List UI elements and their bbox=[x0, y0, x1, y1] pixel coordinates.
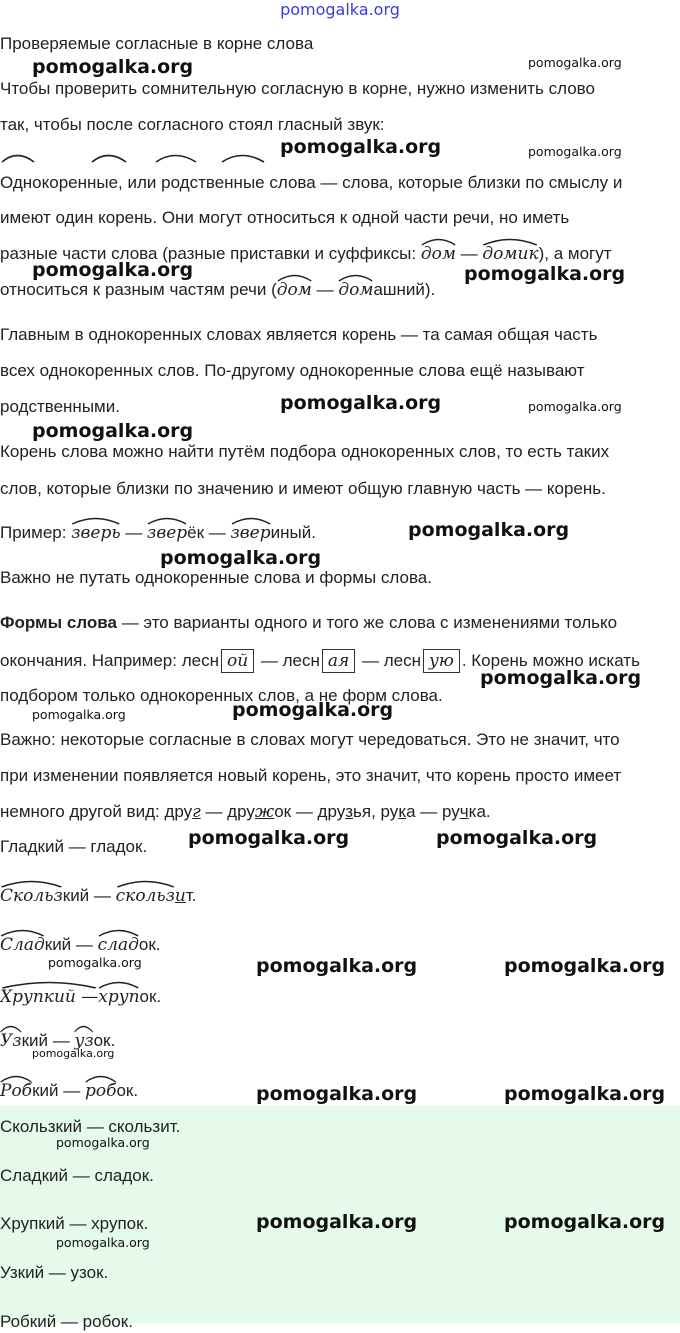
example-hrupkiy: Хрупкий — хрупок. bbox=[0, 986, 680, 1008]
important2-line1: Важно: некоторые согласные в словах могут чередоваться. Это не значит, что bbox=[0, 730, 620, 749]
root-word: звер bbox=[231, 522, 271, 544]
answer-3: Хрупкий — хрупок. bbox=[0, 1214, 149, 1233]
watermark: pomogalka.org bbox=[56, 1235, 150, 1250]
example-skolzkiy: Скользкий — скользит. bbox=[0, 885, 680, 907]
watermark: pomogalka.org bbox=[504, 955, 666, 977]
watermark: pomogalka.org bbox=[464, 263, 626, 285]
p3-line1: Главным в однокоренных словах является корень — та самая общая часть bbox=[0, 325, 598, 344]
top-watermark: pomogalka.org bbox=[280, 0, 400, 19]
watermark: pomogalka.org bbox=[504, 1211, 666, 1233]
important-note-1: Важно не путать однокоренные слова и формы слова. bbox=[0, 568, 432, 587]
watermark: pomogalka.org bbox=[232, 699, 394, 721]
important2-line2: при изменении появляется новый корень, это значит, что корень просто имеет bbox=[0, 766, 622, 785]
root-arcs-row bbox=[0, 148, 280, 164]
watermark: pomogalka.org bbox=[256, 955, 418, 977]
p1-line2: так, чтобы после согласного стоял гласный звук: bbox=[0, 115, 385, 134]
root-word: зверь bbox=[71, 522, 120, 544]
p1-line1: Чтобы проверить сомнительную согласную в корне, нужно изменить слово bbox=[0, 79, 595, 98]
watermark: pomogalka.org bbox=[188, 827, 350, 849]
watermark: pomogalka.org bbox=[256, 1083, 418, 1105]
forms-line2: окончания. Например: лесн ой — лесн ая — лесн ую . Корень можно искать bbox=[0, 651, 640, 671]
p2-line3: разные части слова (разные приставки и суффиксы: дом — домик), а могут bbox=[0, 243, 680, 265]
watermark: pomogalka.org bbox=[480, 667, 642, 689]
answer-1: Скользкий — скользит. bbox=[0, 1117, 181, 1136]
root-word: домик bbox=[482, 243, 538, 265]
answer-4: Узкий — узок. bbox=[0, 1263, 109, 1282]
watermark: pomogalka.org bbox=[280, 392, 442, 414]
watermark: pomogalka.org bbox=[32, 707, 126, 722]
root-word: звер bbox=[147, 522, 187, 544]
example-uzkiy: Узкий — узок. bbox=[0, 1030, 680, 1052]
watermark: pomogalka.org bbox=[528, 144, 622, 159]
example-sladkiy: Сладкий — сладок. bbox=[0, 934, 680, 956]
watermark: pomogalka.org bbox=[32, 1047, 115, 1060]
root-word: роб bbox=[85, 1080, 117, 1102]
answer-2: Сладкий — сладок. bbox=[0, 1166, 154, 1185]
root-word: Скольз bbox=[0, 885, 63, 907]
root-word: Хрупкий — bbox=[0, 986, 98, 1008]
term: Формы слова bbox=[0, 613, 117, 632]
root-word: слад bbox=[98, 934, 139, 956]
text: разные части слова (разные приставки и суффиксы: bbox=[0, 244, 421, 263]
p2-line4: относиться к разным частям речи ( дом — домашний). bbox=[0, 279, 680, 301]
watermark: pomogalka.org bbox=[48, 955, 142, 970]
example-gladkiy: Гладкий — гладок. bbox=[0, 837, 148, 856]
forms-line1: Формы слова — это варианты одного и того же слова с изменениями только bbox=[0, 613, 618, 632]
watermark: pomogalka.org bbox=[56, 1135, 150, 1150]
watermark: pomogalka.org bbox=[32, 420, 194, 442]
watermark: pomogalka.org bbox=[280, 136, 442, 158]
root-word: скольз bbox=[116, 885, 175, 907]
root-word: дом bbox=[277, 279, 312, 301]
watermark: pomogalka.org bbox=[436, 827, 598, 849]
p4-line1: Корень слова можно найти путём подбора однокоренных слов, то есть таких bbox=[0, 442, 610, 461]
root-word: хруп bbox=[98, 986, 139, 1008]
p3-line3: родственными. bbox=[0, 397, 120, 416]
example-line: Пример: зверь — зверёк — звериный. bbox=[0, 522, 680, 544]
watermark: pomogalka.org bbox=[408, 519, 570, 541]
root-word: Уз bbox=[0, 1030, 22, 1052]
watermark: pomogalka.org bbox=[528, 55, 622, 70]
p2-line2: имеют один корень. Они могут относиться к одной части речи, но иметь bbox=[0, 208, 570, 227]
root-word: дом bbox=[421, 243, 456, 265]
root-word: дом bbox=[338, 279, 373, 301]
root-word: уз bbox=[74, 1030, 93, 1052]
p3-line2: всех однокоренных слов. По-другому однокоренные слова ещё называют bbox=[0, 361, 585, 380]
watermark: pomogalka.org bbox=[32, 259, 194, 281]
watermark: pomogalka.org bbox=[32, 56, 194, 78]
ending-box: ой bbox=[221, 649, 254, 673]
alternation-line: немного другой вид: друг — дружок — друзья, рука — ручка. bbox=[0, 802, 491, 822]
heading: Проверяемые согласные в корне слова bbox=[0, 34, 314, 53]
ending-box: ая bbox=[322, 649, 355, 673]
watermark: pomogalka.org bbox=[528, 399, 622, 414]
root-word: Слад bbox=[0, 934, 45, 956]
ending-box: ую bbox=[423, 649, 460, 673]
watermark: pomogalka.org bbox=[160, 547, 322, 569]
answer-5: Робкий — робок. bbox=[0, 1312, 133, 1331]
example-robkiy: Робкий — робок. bbox=[0, 1080, 680, 1102]
forms-line3: подбором только однокоренных слов, а не форм слова. bbox=[0, 686, 443, 705]
p4-line2: слов, которые близки по значению и имеют общую главную часть — корень. bbox=[0, 479, 606, 498]
watermark: pomogalka.org bbox=[256, 1211, 418, 1233]
root-word: Роб bbox=[0, 1080, 32, 1102]
watermark: pomogalka.org bbox=[504, 1083, 666, 1105]
p2-line1: Однокоренные, или родственные слова — слова, которые близки по смыслу и bbox=[0, 173, 623, 192]
